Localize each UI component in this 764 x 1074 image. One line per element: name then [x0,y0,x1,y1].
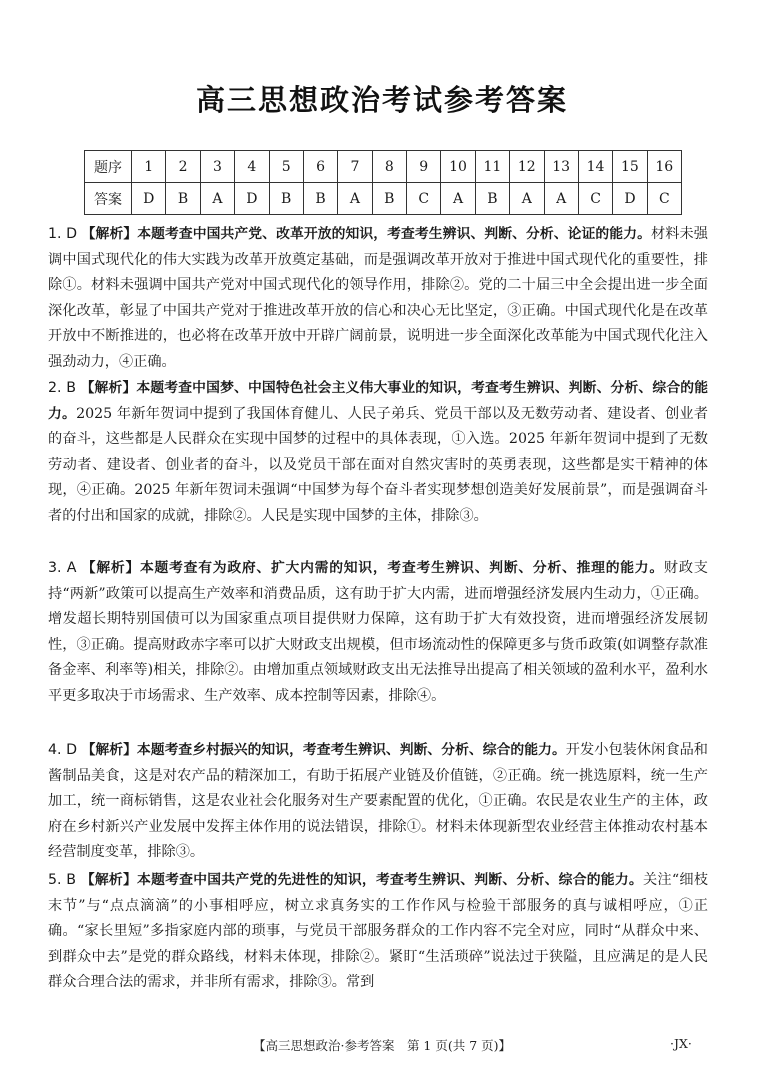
footer-page-info: 【高三思想政治·参考答案 第 1 页(共 7 页)】 [252,1038,512,1053]
answer-cell: A [441,183,475,215]
question-number-cell: 14 [578,151,612,183]
question-lead: 【解析】本题考查中国共产党、改革开放的知识，考查考生辨识、判断、分析、论证的能力。 [81,226,651,242]
answer-cell: C [578,183,612,215]
row-header-answer: 答案 [85,183,132,215]
question-number: 2. B [48,380,76,396]
question-2 [48,376,708,530]
answer-cell: B [303,183,337,215]
question-number-cell: 2 [166,151,200,183]
question-number-cell: 5 [269,151,303,183]
answer-cell: B [269,183,303,215]
answer-cell: A [200,183,234,215]
answer-cell: A [510,183,544,215]
page-title: 高三思想政治考试参考答案 [195,83,568,117]
question-number-cell: 15 [613,151,647,183]
question-4 [48,738,708,866]
answer-cell: B [166,183,200,215]
question-lead: 【解析】本题考查中国梦、中国特色社会主义伟大事业的知识，考查考生辨识、判断、分析、综合的能力。 [48,380,709,422]
question-number-cell: 3 [200,151,234,183]
question-number-cell: 10 [441,151,475,183]
question-number-cell: 16 [647,151,681,183]
answer-cell: A [338,183,372,215]
answer-table [84,150,682,215]
answer-cell: D [132,183,166,215]
answer-cell: A [544,183,578,215]
answer-cell: D [613,183,647,215]
question-number-cell: 7 [338,151,372,183]
question-1 [48,222,708,376]
question-number: 5. B [48,872,77,888]
question-number: 4. D [48,742,78,758]
question-number: 3. A [48,560,77,576]
question-number: 1. D [48,226,78,242]
answer-cell: B [475,183,509,215]
question-lead: 【解析】本题考查中国共产党的先进性的知识，考查考生辨识、判断、分析、综合的能力。 [80,872,643,888]
question-lead: 【解析】本题考查有为政府、扩大内需的知识，考查考生辨识、判断、分析、推理的能力。 [81,560,664,576]
question-number-cell: 9 [407,151,441,183]
question-body: 材料未强调中国式现代化的伟大实践为改革开放奠定基础，而是强调改革开放对于推进中国式现代化的重要性，排除①。材料未强调中国共产党对中国式现代化的领导作用，排除②。党的二十届三中全会提出进一步全面深化改革，彰显了中国共产党对于推进改革开放的信心和决心无比坚定，③正确。中国式现代化是在改革开放中不断推进的，也必将在改革开放中开辟广阔前景，说明进一步全面深化改革能为中国式现代化注入强劲动力，④正确。 [48,226,708,370]
footer-code: ·JX· [670,1036,692,1051]
answer-cell: D [235,183,269,215]
question-5 [48,868,708,996]
question-number-cell: 1 [132,151,166,183]
answer-cell: C [407,183,441,215]
answer-cell: C [647,183,681,215]
answer-table-number-row [85,151,682,183]
answer-cell: B [372,183,406,215]
question-number-cell: 12 [510,151,544,183]
question-body: 关注“细枝末节”与“点点滴滴”的小事相呼应，树立求真务实的工作作风与检验干部服务的真与诚相呼应，①正确。“家长里短”多指家庭内部的琐事，与党员干部服务群众的工作内容不完全对应，同时“从群众中来、到群众中去”是党的群众路线，材料未体现，排除②。紧盯“生活琐碎”说法过于狭隘，且应满足的是人民群众合理合法的需求，并非所有需求，排除③。常到 [48,872,709,991]
page-footer [0,1036,764,1054]
row-header-number: 题序 [85,151,132,183]
question-number-cell: 8 [372,151,406,183]
question-number-cell: 6 [303,151,337,183]
question-number-cell: 11 [475,151,509,183]
question-body: 开发小包装休闲食品和酱制品美食，这是对农产品的精深加工，有助于拓展产业链及价值链，②正确。统一挑选原料，统一生产加工，统一商标销售，这是农业社会化服务对生产要素配置的优化，①正确。农民是农业生产的主体，政府在乡村新兴产业发展中发挥主体作用的说法错误，排除①。材料未体现新型农业经营主体推动农村基本经营制度变革，排除③。 [48,742,708,861]
answer-table-answer-row [85,183,682,215]
question-body: 2025 年新年贺词中提到了我国体育健儿、人民子弟兵、党员干部以及无数劳动者、建设者、创业者的奋斗，这些都是人民群众在实现中国梦的过程中的具体表现，①入选。2025 年新年贺词中提到了无数劳动者、建设者、创业者的奋斗，以及党员干部在面对自然灾害时的英勇表现，这些都是实干精神的体现，④正确。2025 年新年贺词未强调“中国梦为每个奋斗者实现梦想创造美好发展前景”，而是强调奋斗者的付出和国家的成就，排除②。人民是实现中国梦的主体，排除③。 [48,405,709,524]
question-lead: 【解析】本题考查乡村振兴的知识，考查考生辨识、判断、分析、综合的能力。 [81,742,566,758]
question-number-cell: 13 [544,151,578,183]
question-number-cell: 4 [235,151,269,183]
question-body: 财政支持“两新”政策可以提高生产效率和消费品质，这有助于扩大内需，进而增强经济发展内生动力，①正确。增发超长期特别国债可以为国家重点项目提供财力保障，这有助于扩大有效投资，进而增强经济发展韧性，③正确。提高财政赤字率可以扩大财政支出规模，但市场流动性的保障更多与货币政策(如调整存款准备金率、利率等)相关，排除②。由增加重点领域财政支出无法推导出提高了相关领域的盈利水平，盈利水平更多取决于市场需求、生产效率、成本控制等因素，排除④。 [48,560,708,704]
question-3 [48,556,708,710]
